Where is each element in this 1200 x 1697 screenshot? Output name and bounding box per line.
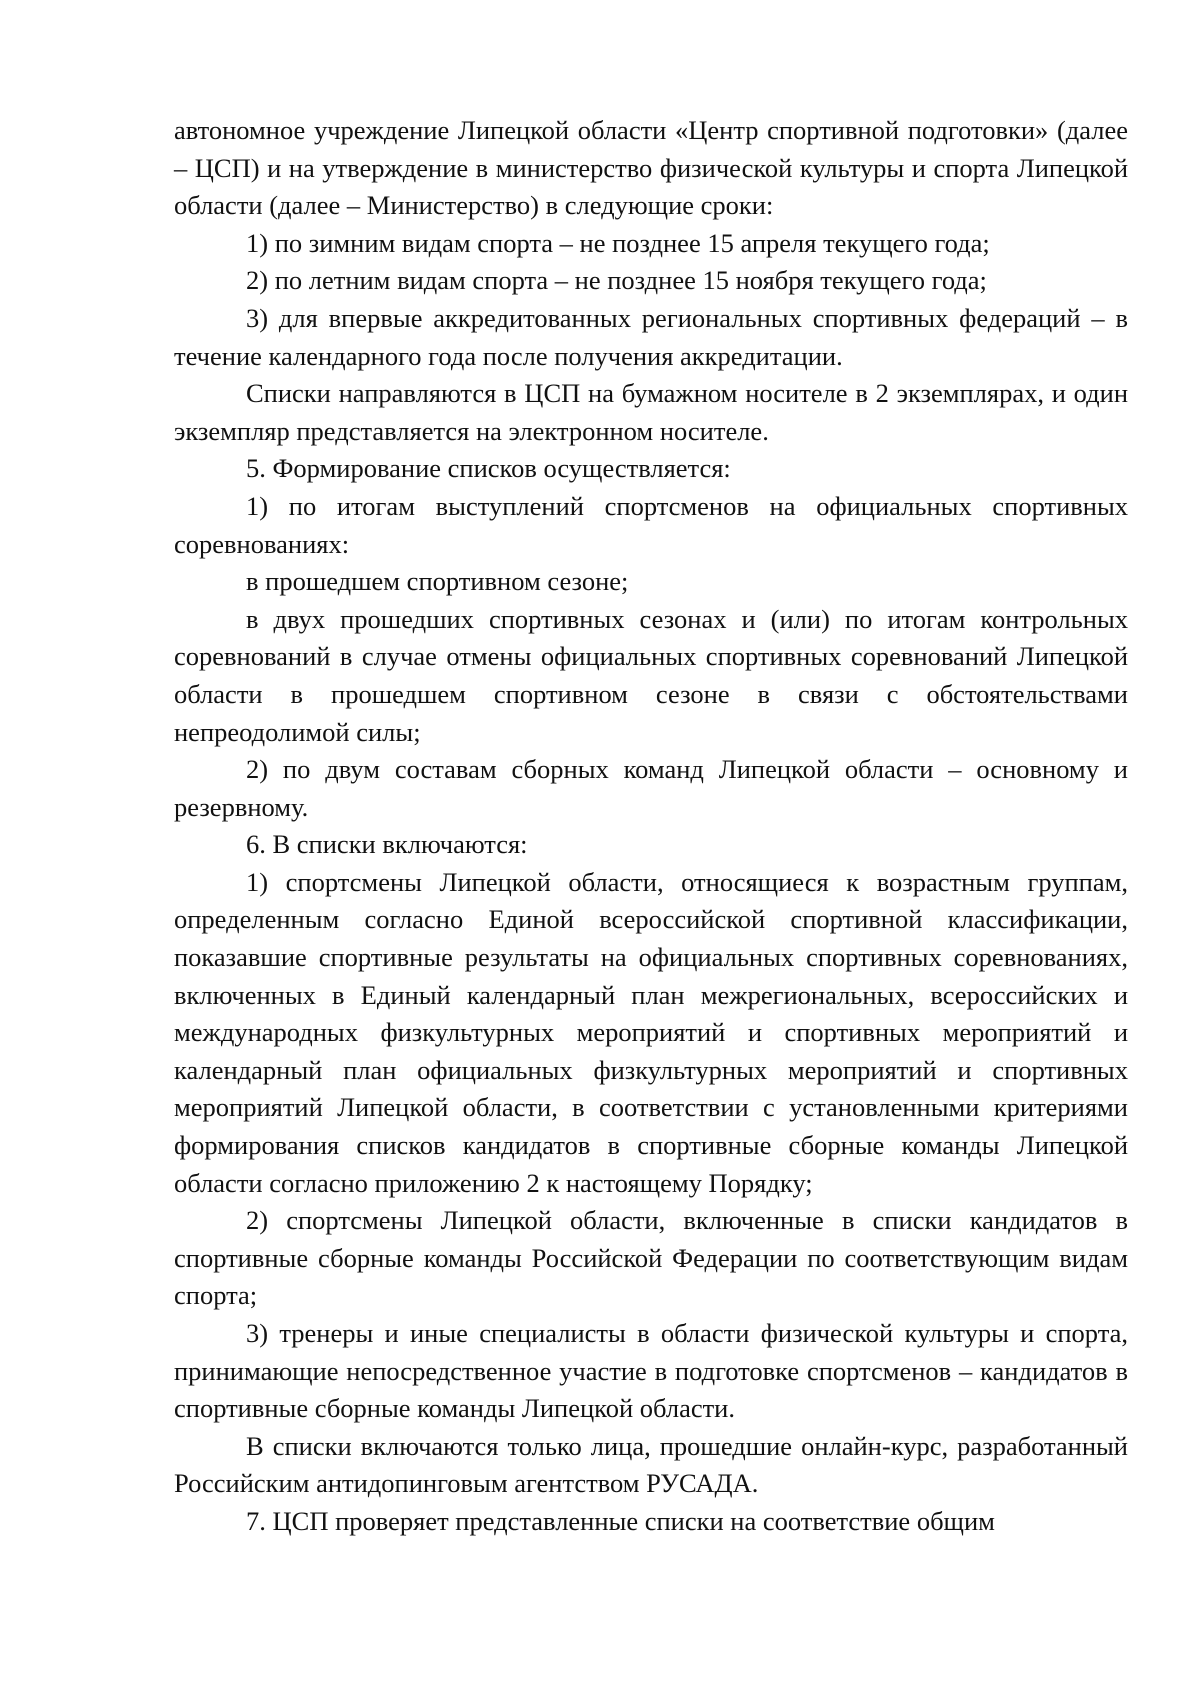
paragraph-section-5-item-2: 2) по двум составам сборных команд Липецкой области – основному и резервному. [174,754,1128,822]
paragraph-deadline-winter: 1) по зимним видам спорта – не позднее 15 апреля текущего года; [246,227,990,258]
paragraph-section-5-item-1b: в двух прошедших спортивных сезонах и (или) по итогам контрольных соревнований в случае отмены официальных спортивных соревнований Липецкой области в прошедшем спортивном сезоне в связи с обстоятельствами непреодолимой силы; [174,603,1128,747]
paragraph-section-5-item-1: 1) по итогам выступлений спортсменов на официальных спортивных соревнованиях: [174,490,1128,559]
paragraph-submission-format: Списки направляются в ЦСП на бумажном носителе в 2 экземплярах, и один экземпляр представляется на электронном носителе. [174,378,1128,446]
paragraph-continuation: автономное учреждение Липецкой области «Центр спортивной подготовки» (далее – ЦСП) и на утверждение в министерство физической культуры и спорта Липецкой области (далее – Министерство) в следующие сроки: [174,115,1128,221]
paragraph-deadline-summer: 2) по летним видам спорта – не позднее 15 ноября текущего года; [246,265,987,296]
paragraph-rusada-requirement: В списки включаются только лица, прошедшие онлайн-курс, разработанный Российским антидопинговым агентством РУСАДА. [174,1430,1128,1499]
document-body [174,112,1128,1541]
paragraph-section-7-start: 7. ЦСП проверяет представленные списки на соответствие общим [246,1505,995,1536]
paragraph-deadline-new-federations: 3) для впервые аккредитованных региональных спортивных федераций – в течение календарного года после получения аккредитации. [174,302,1128,371]
paragraph-section-6-item-2: 2) спортсмены Липецкой области, включенные в списки кандидатов в спортивные сборные команды Российской Федерации по соответствующим видам спорта; [174,1205,1128,1311]
paragraph-section-5-heading: 5. Формирование списков осуществляется: [246,453,731,484]
paragraph-section-6-item-3: 3) тренеры и иные специалисты в области физической культуры и спорта, принимающие непосредственное участие в подготовке спортсменов – кандидатов в спортивные сборные команды Липецкой области. [174,1318,1128,1424]
paragraph-section-6-heading: 6. В списки включаются: [246,829,528,860]
paragraph-section-5-item-1a: в прошедшем спортивном сезоне; [246,566,629,597]
paragraph-section-6-item-1: 1) спортсмены Липецкой области, относящиеся к возрастным группам, определенным согласно Единой всероссийской спортивной классификации, показавшие спортивные результаты на официальных спортивных соревнованиях, включенных в Единый календарный план межрегиональных, всероссийских и международных физкультурных мероприятий и спортивных мероприятий и календарный план официальных физкультурных мероприятий и спортивных мероприятий Липецкой области, в соответствии с установленными критериями формирования списков кандидатов в спортивные сборные команды Липецкой области согласно приложению 2 к настоящему Порядку; [174,866,1128,1198]
